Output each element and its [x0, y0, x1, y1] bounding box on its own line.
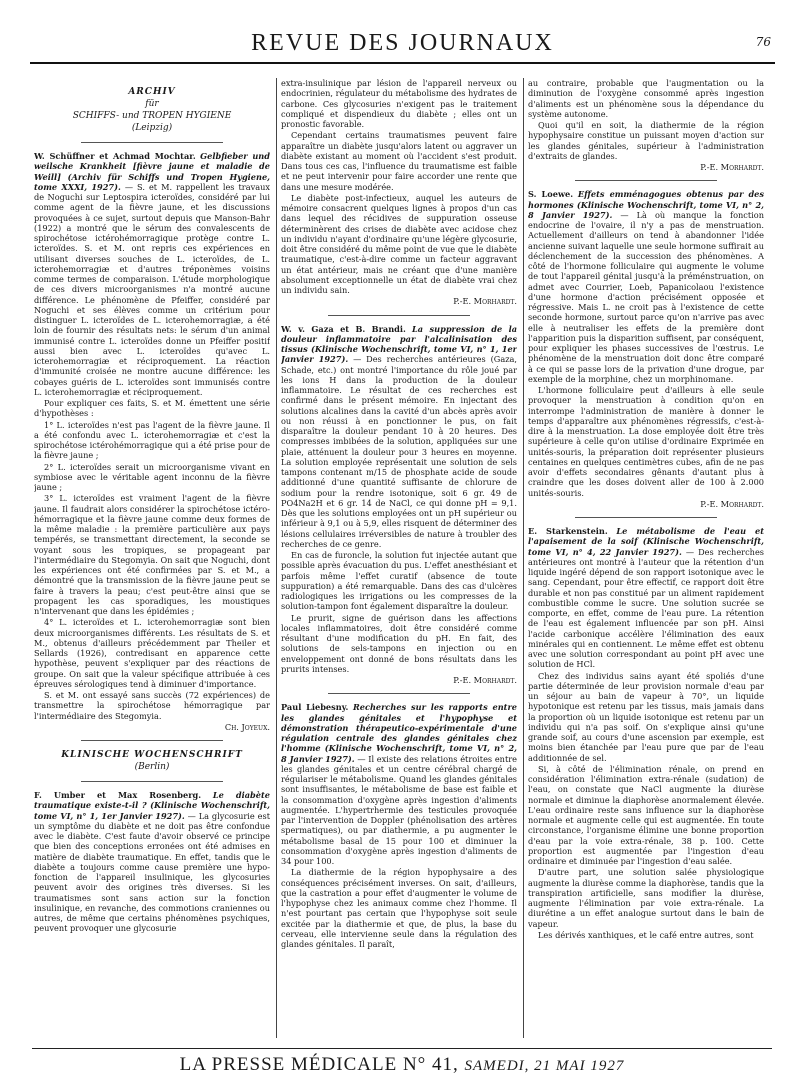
page-footer: [32, 1048, 772, 1079]
article-paragraph: 2° L. icteroïdes serait un microorganisme vivant en symbiose avec le véritable agent inconnu de la fièvre jaune ;: [34, 461, 270, 492]
section-rule: [81, 781, 223, 782]
section-name: ARCHIV: [128, 87, 176, 97]
article-paragraph: Le diabète post-infectieux, auquel les auteurs de mémoire consacrent quelques lignes à propos d'un cas dans lequel des récidives de suppuration osseuse déterminèrent des crises de diabète avec acidose chez un individu n'ayant d'ordinaire qu'une légère glycosurie, doit être considéré du même point de vue que le diabète traumatique, c'est-à-dire comme un facteur aggravant un état antérieur, mais ne créant que d'une manière absolument exceptionnelle un état de diabète vrai chez un individu sain.: [281, 192, 517, 295]
article-paragraph: — Des recherches antérieures ont montré à l'auteur que la rétention d'un liquide ingéré dépend de son rapport isotonique avec le sang. Cependant, pour être effectif, ce rapport doit être durable et non pas constitué par un aliment rapidement combustible comme le sucre. Une solution sucrée se comporte, en effet, comme de l'eau pure. La rétention de l'eau est également influencée par son pH. Ainsi l'acide carbonique accélère l'élimination des eaux minérales qui en contiennent. Le même effet est obtenu avec une solution correspondant au point pH avec une solution de HCl.: [528, 546, 764, 670]
article-rule: [575, 517, 717, 518]
article-authors: F. Umber et Max Rosenberg.: [34, 790, 202, 800]
article-signature: P.-E. Morhardt.: [453, 296, 517, 307]
journal-section-title: REVUE DES JOURNAUX: [251, 30, 554, 56]
article-authors: W. Schüffner et Achmad Mochtar.: [34, 151, 196, 161]
article-paragraph: 3° L. icteroïdes est vraiment l'agent de la fièvre jaune. Il faudrait alors considérer la spirochétose ictéro-hémorragique et la fièvre jaune comme deux formes de la même maladie : la première particulière aux pays tempérés, se transmettant directement, la seconde se voyant sous les tropiques, se propageant par l'intermédiaire du Stegomyia. On sait que Noguchi, dont les expériences ont été confirmées par S. et M., a démontré que la transmission de la fièvre jaune peut se faire à travers la peau; c'est peut-être ainsi que se propagent les cas sporadiques, les moustiques n'intervenant que dans les épidémies ;: [34, 493, 270, 616]
article-starkenstein: [528, 526, 764, 940]
article-paragraph: — Il existe des relations étroites entre les glandes génitales et un centre cérébral chargé de régulariser le métabolisme. Quand les glandes génitales sont insuffisantes, le métabolisme de base est faible et la consommation d'oxygène après ingestion d'aliments augmentée. L'hypertrhermie des testicules provoquée par l'intervention de Doppler (phénolisation des artères spermatiques), ou par diathermie, a pu augmenter le métabolisme basal de 15 pour 100 et diminuer la consommation d'oxygène après ingestion d'aliments de 34 pour 100.: [281, 753, 517, 866]
section-heading-klinische: [34, 749, 270, 773]
article-loewe: [528, 189, 764, 509]
page-header: [30, 26, 775, 66]
article-paragraph: S. et M. ont essayé sans succès (72 expériences) de transmettre la spirochétose hémorragique par l'intermédiaire des Stegomyia.: [34, 690, 270, 721]
article-paragraph: Pour expliquer ces faits, S. et M. émettent une série d'hypothèses :: [34, 398, 270, 419]
article-paragraph: — S. et M. rappellent les travaux de Noguchi sur Leptospira icteroïdes, considéré par lui comme agent de la fièvre jaune, et les discussions provoquées à ce sujet, surtout depuis que Manson-Bahr (1922) a montré que le sérum des convalescents de spirochétose ictérohémorragique protège contre L. icteroïdes. S. et M. ont repris ces expériences en utilisant diverses souches de L. icteroïdes, de L. icterohemorragiæ et d'autres tréponèmes voisins comme termes de comparaison. L'étude morphologique de ces divers microorganismes n'a montré aucune différence. Le phénomène de Pfeiffer, considéré par Noguchi et ses élèves comme un critérium pour distinguer L. icteroïdes de L. icterohemorragiæ, a été loin de fournir des résultats nets: le sérum d'un animal immunisé contre L. icteroïdes donne un Pfeiffer positif aussi bien avec L. icteroïdes qu'avec L. icterohemorragiæ et réciproquement. La réaction d'immunité croisée ne montre aucune différence: les cobayes guéris de L. icteroïdes sont immunisés contre L. icterohemorragiæ et réciproquement.: [34, 181, 270, 397]
section-subname: SCHIFFS- und TROPEN HYGIENE: [72, 111, 232, 121]
section-name: KLINISCHE WOCHENSCHRIFT: [61, 750, 243, 760]
article-title: Gelbfieber und weilsche Krankheit [fièvre jaune et maladie de Weill] (Archiv für Schiffs und Tropen Hygiene, tome XXXI, 1927).: [34, 151, 270, 192]
article-paragraph: Quoi qu'il en soit, la diathermie de la région hypophysaire constitue un puissant moyen d'action sur les glandes génitales, supérieur à l'administration d'extraits de glandes.: [528, 120, 764, 161]
article-authors: Paul Liebesny.: [281, 702, 349, 713]
section-rule: [81, 740, 223, 741]
article-paragraph: 1° L. icteroïdes n'est pas l'agent de la fièvre jaune. Il a été confondu avec L. icterohemorragiæ et c'est la spirochétose ictérohémorragique qui a été prise pour de la fièvre jaune ;: [34, 419, 270, 461]
article-paragraph: — Des recherches antérieures (Gaza, Schade, etc.) ont montré l'importance du rôle joué par les ions H dans la production de la douleur inflammatoire. Le résultat de ces recherches est confirmé dans le présent mémoire. En injectant des solutions alcalines dans la cavité d'un abcès après avoir ou non réussi à en ponctionner le pus, on fait disparaître la douleur pendant 10 à 20 heures. Des compresses imbibées de la solution, appliquées sur une plaie, atténuent la douleur pour 3 heures en moyenne. La solution employée représentait une solution de sels tampons contenant m/15 de phosphate acide de soude additionné d'une quantité suffisante de chlorure de sodium pour la rendre isotonique, soit 6 gr. 49 de PO4Na2H et 6 gr. 14 de NaCl, ce qui donne pH = 9,1. Dès que les solutions employées ont un pH supérieur ou inférieur à 9,1 ou à 5,9, elles risquent de déterminer des lésions cellulaires irréversibles de nature à troubler des recherches de ce genre.: [281, 354, 517, 549]
article-gaza: [281, 324, 517, 686]
article-paragraph: D'autre part, une solution salée physiologique augmente la diurèse comme la diaphorèse, tandis que la transpiration artificielle, sans modifier la diurèse, augmente l'élimination par voie extra-rénale. La diurétine a un effet analogue surtout dans le bain de vapeur.: [528, 867, 764, 929]
article-liebesny: [281, 702, 517, 949]
article-signature: P.-E. Morhardt.: [700, 162, 764, 172]
article-paragraph: extra-insulinique par lésion de l'appareil nerveux ou endocrinien, régulateur du métabolisme des hydrates de carbone. Ces glycosuries n'exigent pas le traitement compliqué et dispendieux du diabète ; elles ont un pronostic favorable.: [281, 78, 517, 129]
footer-line: [32, 1054, 772, 1076]
footer-journal: LA PRESSE MÉDICALE: [179, 1054, 398, 1075]
article-authors: E. Starkenstein.: [528, 526, 608, 536]
section-heading-archiv: [34, 86, 270, 134]
article-paragraph: L'hormone folliculaire peut d'ailleurs à elle seule provoquer la menstruation à condition qu'on en interrompe l'administration de manière à donner le temps d'apparaître aux phénomènes régressifs, c'est-à-dire à la menstruation. La dose employée doit être très supérieure à celle qu'on utilise d'ordinaire Exprimée en unités-souris, la préparation doit représenter plusieurs centaines en quelques centimètres cubes, afin de ne pas avoir d'effets secondaires gênants d'autant plus à craindre que les doses doivent aller de 100 à 2.000 unités-souris.: [528, 385, 764, 498]
article-title: Le diabète traumatique existe-t-il ? (Klinische Wochenschrift, tome VI, n° 1, 1er Janvier 1927).: [34, 790, 270, 821]
article-paragraph: au contraire, probable que l'augmentation ou la diminution de l'oxygène consommé après ingestion d'aliments est un phénomène sous la dépendance du système autonome.: [528, 78, 764, 119]
article-rule: [328, 693, 470, 694]
article-paragraph: — La glycosurie est un symptôme du diabète et ne doit pas être confondue avec le diabète. C'est faute d'avoir observé ce principe que bien des conceptions erronées ont été admises en matière de diabète traumatique. En effet, tandis que le diabète a toujours comme cause première une hypo-fonction de l'appareil insulinique, les glycosuries peuvent avoir des origines très diverses. Si les traumatismes sont sans action sur la fonction insulinique, en revanche, des commotions craniennes ou autres, de même que certains phénomènes psychiques, peuvent provoquer une glycosurie: [34, 810, 270, 934]
article-paragraph: Le prurit, signe de guérison dans les affections locales inflammatoires, doit être considéré comme résultant d'une modification du pH. En fait, des solutions de sels-tampons en injection ou en enveloppement ont donné de bons résultats dans les prurits intenses.: [281, 612, 517, 674]
column-3: [528, 78, 764, 1038]
article-authors: W. v. Gaza et B. Brandi.: [281, 323, 406, 334]
article-title: Le métabolisme de l'eau et l'apaisement de la soif (Klinische Wochenschrift, tome VI, n° 4, 22 Janvier 1927).: [528, 526, 764, 557]
article-paragraph: Si, à côté de l'élimination rénale, on prend en considération l'élimination extra-rénale (sudation) de l'eau, on constate que NaCl augmente la diurèse normale et diminue la diaphorèse anormalement élevée. L'eau ordinaire reste sans influence sur la diaphorèse normale et augmente celle qui est augmentée. En toute circonstance, l'organisme élimine une bonne proportion d'eau par la voie extra-rénale, 38 p. 100. Cette proportion est augmentée par l'ingestion d'eau ordinaire et diminuée par l'ingestion d'eau salée.: [528, 763, 764, 866]
article-umber: [34, 790, 270, 934]
article-paragraph: La diathermie de la région hypophysaire a des conséquences précisément inverses. On sait, d'ailleurs, que la castration a pour effet d'augmenter le volume de l'hypophyse chez les animaux comme chez l'homme. Il n'est pourtant pas certain que l'hypophyse soit seule excitée par la diathermie et que, de plus, la base du cerveau, elle intervienne seule dans la régulation des glandes génitales. Il paraît,: [281, 867, 517, 949]
footer-date: SAMEDI, 21 MAI 1927: [464, 1058, 625, 1074]
article-title: Effets emménagogues obtenus par des hormones (Klinische Wochenschrift, tome VI, n° 2, 8 Janvier 1927).: [528, 189, 764, 220]
column-1: [34, 78, 270, 1038]
article-paragraph: En cas de furoncle, la solution fut injectée autant que possible après évacuation du pus. L'effet anesthésiant et parfois même l'effet curatif (absence de toute suppuration) a été remarquable. Dans des cas d'ulcères radiologiques les irrigations ou les compresses de la solution-tampon font également disparaître la douleur.: [281, 550, 517, 612]
article-schuffner: [34, 151, 270, 732]
article-authors: S. Loewe.: [528, 189, 574, 200]
article-paragraph: Cependant certains traumatismes peuvent faire apparaître un diabète jusqu'alors latent ou aggraver un diabète existant au moment où l'accident s'est produit. Dans tous ces cas, l'influence du traumatisme est faible et ne peut intervenir pour faire accorder une rente que dans une mesure modérée.: [281, 130, 517, 192]
article-title: La suppression de la douleur inflammatoire par l'alcalinisation des tissus (Klinische Wochenschrift, tome VI, n° 1, 1er Janvier 1927).: [281, 323, 517, 365]
column-2: [281, 78, 517, 1038]
article-paragraph: — Là où manque la fonction endocrine de l'ovaire, il n'y a pas de menstruation. Actuellement d'ailleurs on tend à abandonner l'idée ancienne suivant laquelle une seule hormone suffirait au déclenchement de la succession des phénomènes. A côté de l'hormone folliculaire qui augmente le volume de tout l'appareil génital jusqu'à la préménstruation, on admet avec Courrier, Loeb, Papanicolaou l'existence d'une hormone d'action précisément opposée et régressive. Mais L. ne croit pas à l'existence de cette seconde hormone, surtout parce qu'on n'arrive pas avec elle à neutraliser les effets de la première dont l'apparition puis la disparition suffisent, par conséquent, pour expliquer les phases successives de l'œstrus. Le phénomène de la menstruation doit donc être comparé à ce qui se passe lors de la privation d'une drogue, par exemple de la morphine, chez un morphinomane.: [528, 209, 764, 384]
header-rule: [30, 62, 775, 64]
article-columns: [34, 78, 767, 1038]
article-rule: [575, 180, 717, 181]
article-signature: P.-E. Morhardt.: [700, 498, 764, 509]
article-paragraph: Les dérivés xanthiques, et le café entre autres, sont: [538, 929, 754, 940]
article-signature: Ch. Joyeux.: [224, 721, 270, 732]
article-rule: [328, 315, 470, 316]
article-paragraph: Chez des individus sains ayant été spoliés d'une partie déterminée de leur provision normale d'eau par un séjour au bain de vapeur à 70°, un liquide hypotonique est retenu par les tissus, mais jamais dans la proportion où un liquide isotonique est retenu par un individu qui n'a pas soif. On s'explique ainsi qu'une grande soif, au cours d'une ascension par exemple, est moins bien étanchée par l'eau pure que par de l'eau additionnée de sel.: [528, 670, 764, 763]
page-number: 76: [755, 35, 771, 49]
article-signature: P.-E. Morhardt.: [453, 675, 517, 685]
footer-issue: N° 41,: [402, 1054, 459, 1075]
section-city: (Leipzig): [131, 123, 173, 133]
article-paragraph: 4° L. icteroïdes et L. icterohemorragiæ sont bien deux microorganismes différents. Les résultats de S. et M., obtenus d'ailleurs précédemment par Theiler et Sellards (1926), contredisant en apparence cette hypothèse, peuvent s'expliquer par des réactions de groupe. On sait que la valeur spécifique attribuée à ces épreuves sérologiques tend à diminuer d'importance.: [34, 617, 270, 689]
section-subname: für: [145, 99, 159, 109]
section-city: (Berlin): [134, 762, 170, 772]
section-rule: [81, 142, 223, 143]
article-title: Recherches sur les rapports entre les glandes génitales et l'hypophyse et démonstration thérapeutico-expérimentale d'une régulation centrale des glandes génitales chez l'homme (Klinische Wochenschrift, tome VI, n° 2, 8 Janvier 1927).: [281, 702, 517, 764]
